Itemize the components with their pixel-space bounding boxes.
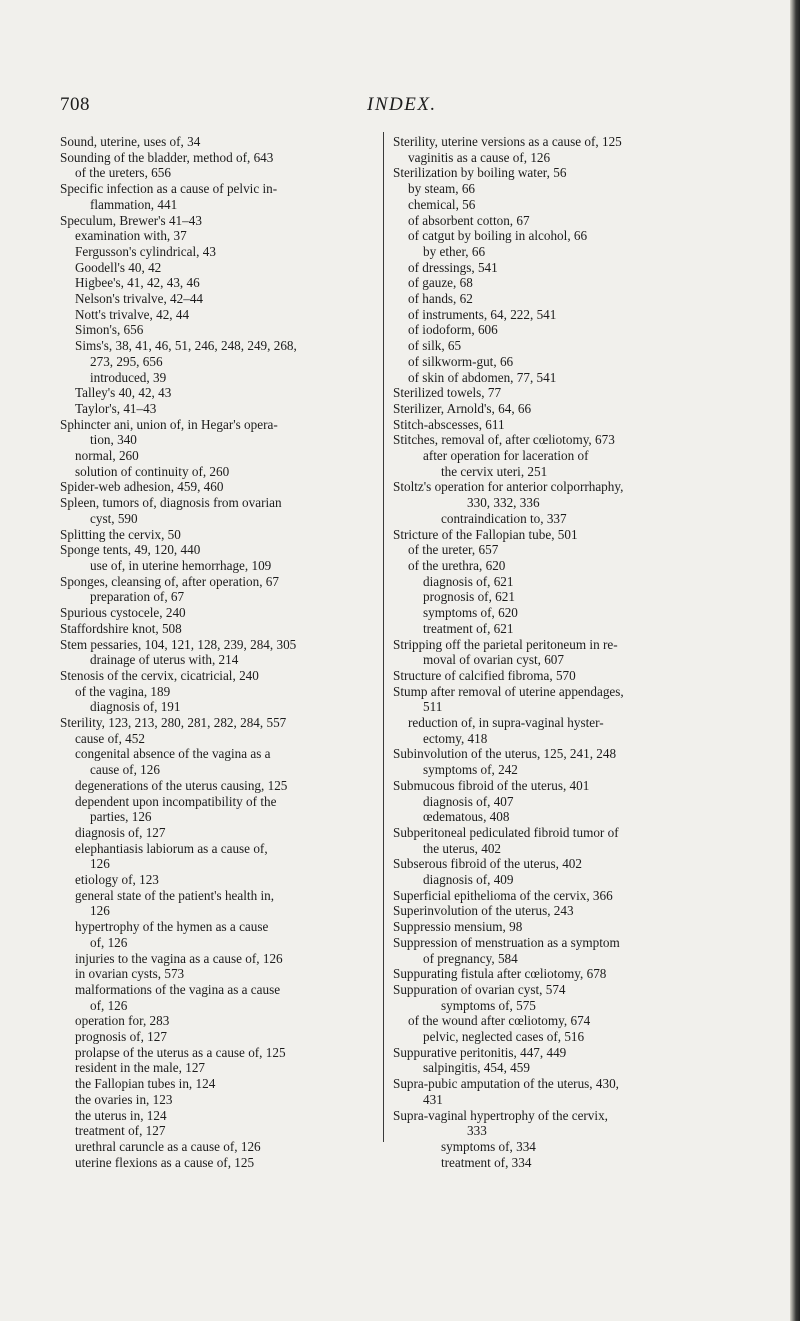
index-entry: Spurious cystocele, 240 xyxy=(60,605,186,621)
index-entry: 511 xyxy=(423,699,443,715)
index-entry: prolapse of the uterus as a cause of, 125 xyxy=(75,1044,286,1060)
index-entry: of silk, 65 xyxy=(408,338,462,354)
index-entry: of hands, 62 xyxy=(408,291,473,307)
index-entry: treatment of, 334 xyxy=(441,1154,532,1170)
index-entry: Stump after removal of uterine appendages, xyxy=(393,683,624,699)
index-entry: diagnosis of, 407 xyxy=(423,793,514,809)
column-divider xyxy=(383,132,384,1142)
index-entry: Stricture of the Fallopian tube, 501 xyxy=(393,526,578,542)
index-entry: the uterus, 402 xyxy=(423,840,502,856)
index-entry: Fergusson's cylindrical, 43 xyxy=(75,243,216,259)
index-entry: treatment of, 127 xyxy=(75,1123,166,1139)
index-entry: of the ureter, 657 xyxy=(408,542,499,558)
index-entry: cause of, 126 xyxy=(90,762,160,778)
index-entry: Higbee's, 41, 42, 43, 46 xyxy=(75,275,200,291)
index-entry: uterine flexions as a cause of, 125 xyxy=(75,1154,255,1170)
index-entry: parties, 126 xyxy=(90,809,152,825)
index-entry: in ovarian cysts, 573 xyxy=(75,966,185,982)
index-entry: flammation, 441 xyxy=(90,196,178,212)
index-entry: of iodoform, 606 xyxy=(408,322,498,338)
index-entry: diagnosis of, 621 xyxy=(423,573,514,589)
index-entry: cause of, 452 xyxy=(75,730,145,746)
index-entry: chemical, 56 xyxy=(408,196,476,212)
index-entry: of the urethra, 620 xyxy=(408,557,506,573)
index-entry: Stitches, removal of, after cœliotomy, 673 xyxy=(393,432,615,448)
index-entry: cyst, 590 xyxy=(90,510,138,526)
index-entry: Simon's, 656 xyxy=(75,322,144,338)
index-entry: Stenosis of the cervix, cicatricial, 240 xyxy=(60,667,259,683)
index-entry: the uterus in, 124 xyxy=(75,1107,167,1123)
index-entry: symptoms of, 242 xyxy=(423,762,518,778)
index-entry: of silkworm-gut, 66 xyxy=(408,353,514,369)
index-entry: of catgut by boiling in alcohol, 66 xyxy=(408,228,588,244)
index-entry: Sterilizer, Arnold's, 64, 66 xyxy=(393,400,532,416)
index-entry: of pregnancy, 584 xyxy=(423,950,518,966)
index-entry: 333 xyxy=(467,1123,487,1139)
index-entry: Sponge tents, 49, 120, 440 xyxy=(60,542,201,558)
index-entry: of the vagina, 189 xyxy=(75,683,171,699)
index-entry: Sterilization by boiling water, 56 xyxy=(393,165,567,181)
index-entry: Superinvolution of the uterus, 243 xyxy=(393,903,574,919)
index-entry: Taylor's, 41–43 xyxy=(75,400,157,416)
index-entry: vaginitis as a cause of, 126 xyxy=(408,149,551,165)
index-entry: elephantiasis labiorum as a cause of, xyxy=(75,840,268,856)
index-entry: Suppuration of ovarian cyst, 574 xyxy=(393,981,566,997)
index-entry: tion, 340 xyxy=(90,432,137,448)
index-entry: injuries to the vagina as a cause of, 126 xyxy=(75,950,283,966)
index-entry: Suppression of menstruation as a symptom xyxy=(393,934,620,950)
index-entry: the Fallopian tubes in, 124 xyxy=(75,1076,216,1092)
index-entry: Sims's, 38, 41, 46, 51, 246, 248, 249, 268, xyxy=(75,338,297,354)
index-entry: of, 126 xyxy=(90,997,128,1013)
page-number: 708 xyxy=(60,94,90,115)
index-entry: hypertrophy of the hymen as a cause xyxy=(75,919,269,935)
index-entry: Sphincter ani, union of, in Hegar's opera- xyxy=(60,416,278,432)
index-entry: urethral caruncle as a cause of, 126 xyxy=(75,1139,261,1154)
index-entry: 431 xyxy=(423,1091,443,1107)
index-entry: diagnosis of, 409 xyxy=(423,872,514,888)
index-entry: diagnosis of, 127 xyxy=(75,824,166,840)
index-entry: Stitch-abscesses, 611 xyxy=(393,416,505,432)
index-entry: Stripping off the parietal peritoneum in re- xyxy=(393,636,618,652)
index-entry: Sponges, cleansing of, after operation, 67 xyxy=(60,573,279,589)
index-entry: contraindication to, 337 xyxy=(441,510,567,526)
index-entry: the ovaries in, 123 xyxy=(75,1091,173,1107)
index-entry: malformations of the vagina as a cause xyxy=(75,981,281,997)
index-entry: ectomy, 418 xyxy=(423,730,488,746)
index-entry: Nelson's trivalve, 42–44 xyxy=(75,291,204,307)
index-entry: Speculum, Brewer's 41–43 xyxy=(60,212,202,228)
index-entry: Splitting the cervix, 50 xyxy=(60,526,181,542)
index-entry: congenital absence of the vagina as a xyxy=(75,746,271,762)
index-entry: general state of the patient's health in, xyxy=(75,887,275,903)
index-column-right xyxy=(393,134,729,1170)
index-entry: normal, 260 xyxy=(75,448,139,464)
index-entry: of dressings, 541 xyxy=(408,259,498,275)
index-entry: 273, 295, 656 xyxy=(90,353,163,369)
page-title: INDEX. xyxy=(367,94,437,115)
page-header xyxy=(60,94,750,118)
index-entry: Sterility, 123, 213, 280, 281, 282, 284, 557 xyxy=(60,715,287,731)
index-entry: Goodell's 40, 42 xyxy=(75,259,162,275)
index-entry: prognosis of, 621 xyxy=(423,589,515,605)
page-edge-shadow xyxy=(790,0,800,1321)
index-entry: Sound, uterine, uses of, 34 xyxy=(60,134,201,149)
index-entry: Subinvolution of the uterus, 125, 241, 248 xyxy=(393,746,617,762)
index-entry: pelvic, neglected cases of, 516 xyxy=(423,1029,585,1045)
index-entry: by ether, 66 xyxy=(423,243,486,259)
index-entry: Stem pessaries, 104, 121, 128, 239, 284, 305 xyxy=(60,636,297,652)
index-entry: of skin of abdomen, 77, 541 xyxy=(408,369,557,385)
index-entry: Subperitoneal pediculated fibroid tumor of xyxy=(393,824,619,840)
index-entry: Specific infection as a cause of pelvic in- xyxy=(60,181,278,197)
index-entry: of the wound after cœliotomy, 674 xyxy=(408,1013,591,1029)
index-entry: reduction of, in supra-vaginal hyster- xyxy=(408,715,604,731)
index-entry: treatment of, 621 xyxy=(423,620,514,636)
index-entry: diagnosis of, 191 xyxy=(90,699,181,715)
index-entry: examination with, 37 xyxy=(75,228,187,244)
index-entry: Supra-vaginal hypertrophy of the cervix, xyxy=(393,1107,608,1123)
index-entry: solution of continuity of, 260 xyxy=(75,463,230,479)
index-entry: by steam, 66 xyxy=(408,181,476,197)
index-entry: Superficial epithelioma of the cervix, 366 xyxy=(393,887,613,903)
index-entry: drainage of uterus with, 214 xyxy=(90,652,239,668)
index-entry: etiology of, 123 xyxy=(75,872,159,888)
index-entry: preparation of, 67 xyxy=(90,589,185,605)
index-entry: 126 xyxy=(90,903,110,919)
index-entry: degenerations of the uterus causing, 125 xyxy=(75,777,288,793)
index-entry: Nott's trivalve, 42, 44 xyxy=(75,306,190,322)
index-entry: of, 126 xyxy=(90,934,128,950)
index-entry: Supra-pubic amputation of the uterus, 430, xyxy=(393,1076,619,1092)
index-entry: Suppurative peritonitis, 447, 449 xyxy=(393,1044,567,1060)
index-entry: of absorbent cotton, 67 xyxy=(408,212,530,228)
index-entry: Submucous fibroid of the uterus, 401 xyxy=(393,777,590,793)
index-entry: Suppurating fistula after cœliotomy, 678 xyxy=(393,966,607,982)
index-entry: Stoltz's operation for anterior colporrhaphy, xyxy=(393,479,624,495)
index-entry: Sterility, uterine versions as a cause of, 125 xyxy=(393,134,622,149)
index-entry: operation for, 283 xyxy=(75,1013,170,1029)
index-entry: resident in the male, 127 xyxy=(75,1060,206,1076)
index-entry: the cervix uteri, 251 xyxy=(441,463,548,479)
index-entry: 330, 332, 336 xyxy=(467,495,540,511)
index-entry: Staffordshire knot, 508 xyxy=(60,620,182,636)
index-entry: introduced, 39 xyxy=(90,369,167,385)
index-entry: salpingitis, 454, 459 xyxy=(423,1060,530,1076)
index-entry: Spleen, tumors of, diagnosis from ovarian xyxy=(60,495,282,511)
index-entry: prognosis of, 127 xyxy=(75,1029,167,1045)
index-entry: symptoms of, 620 xyxy=(423,605,518,621)
index-entry: Subserous fibroid of the uterus, 402 xyxy=(393,856,582,872)
index-entry: Sterilized towels, 77 xyxy=(393,385,502,401)
index-entry: Spider-web adhesion, 459, 460 xyxy=(60,479,224,495)
index-entry: of gauze, 68 xyxy=(408,275,473,291)
index-entry: symptoms of, 334 xyxy=(441,1139,536,1154)
index-entry: of instruments, 64, 222, 541 xyxy=(408,306,557,322)
index-entry: of the ureters, 656 xyxy=(75,165,171,181)
index-entry: after operation for laceration of xyxy=(423,448,589,464)
index-entry: œdematous, 408 xyxy=(423,809,510,825)
index-entry: Talley's 40, 42, 43 xyxy=(75,385,172,401)
index-entry: use of, in uterine hemorrhage, 109 xyxy=(90,557,272,573)
index-column-left xyxy=(60,134,376,1170)
index-entry: 126 xyxy=(90,856,110,872)
index-entry: dependent upon incompatibility of the xyxy=(75,793,277,809)
index-entry: Structure of calcified fibroma, 570 xyxy=(393,667,576,683)
index-entry: Sounding of the bladder, method of, 643 xyxy=(60,149,274,165)
index-entry: Suppressio mensium, 98 xyxy=(393,919,523,935)
index-entry: symptoms of, 575 xyxy=(441,997,536,1013)
index-entry: moval of ovarian cyst, 607 xyxy=(423,652,564,668)
